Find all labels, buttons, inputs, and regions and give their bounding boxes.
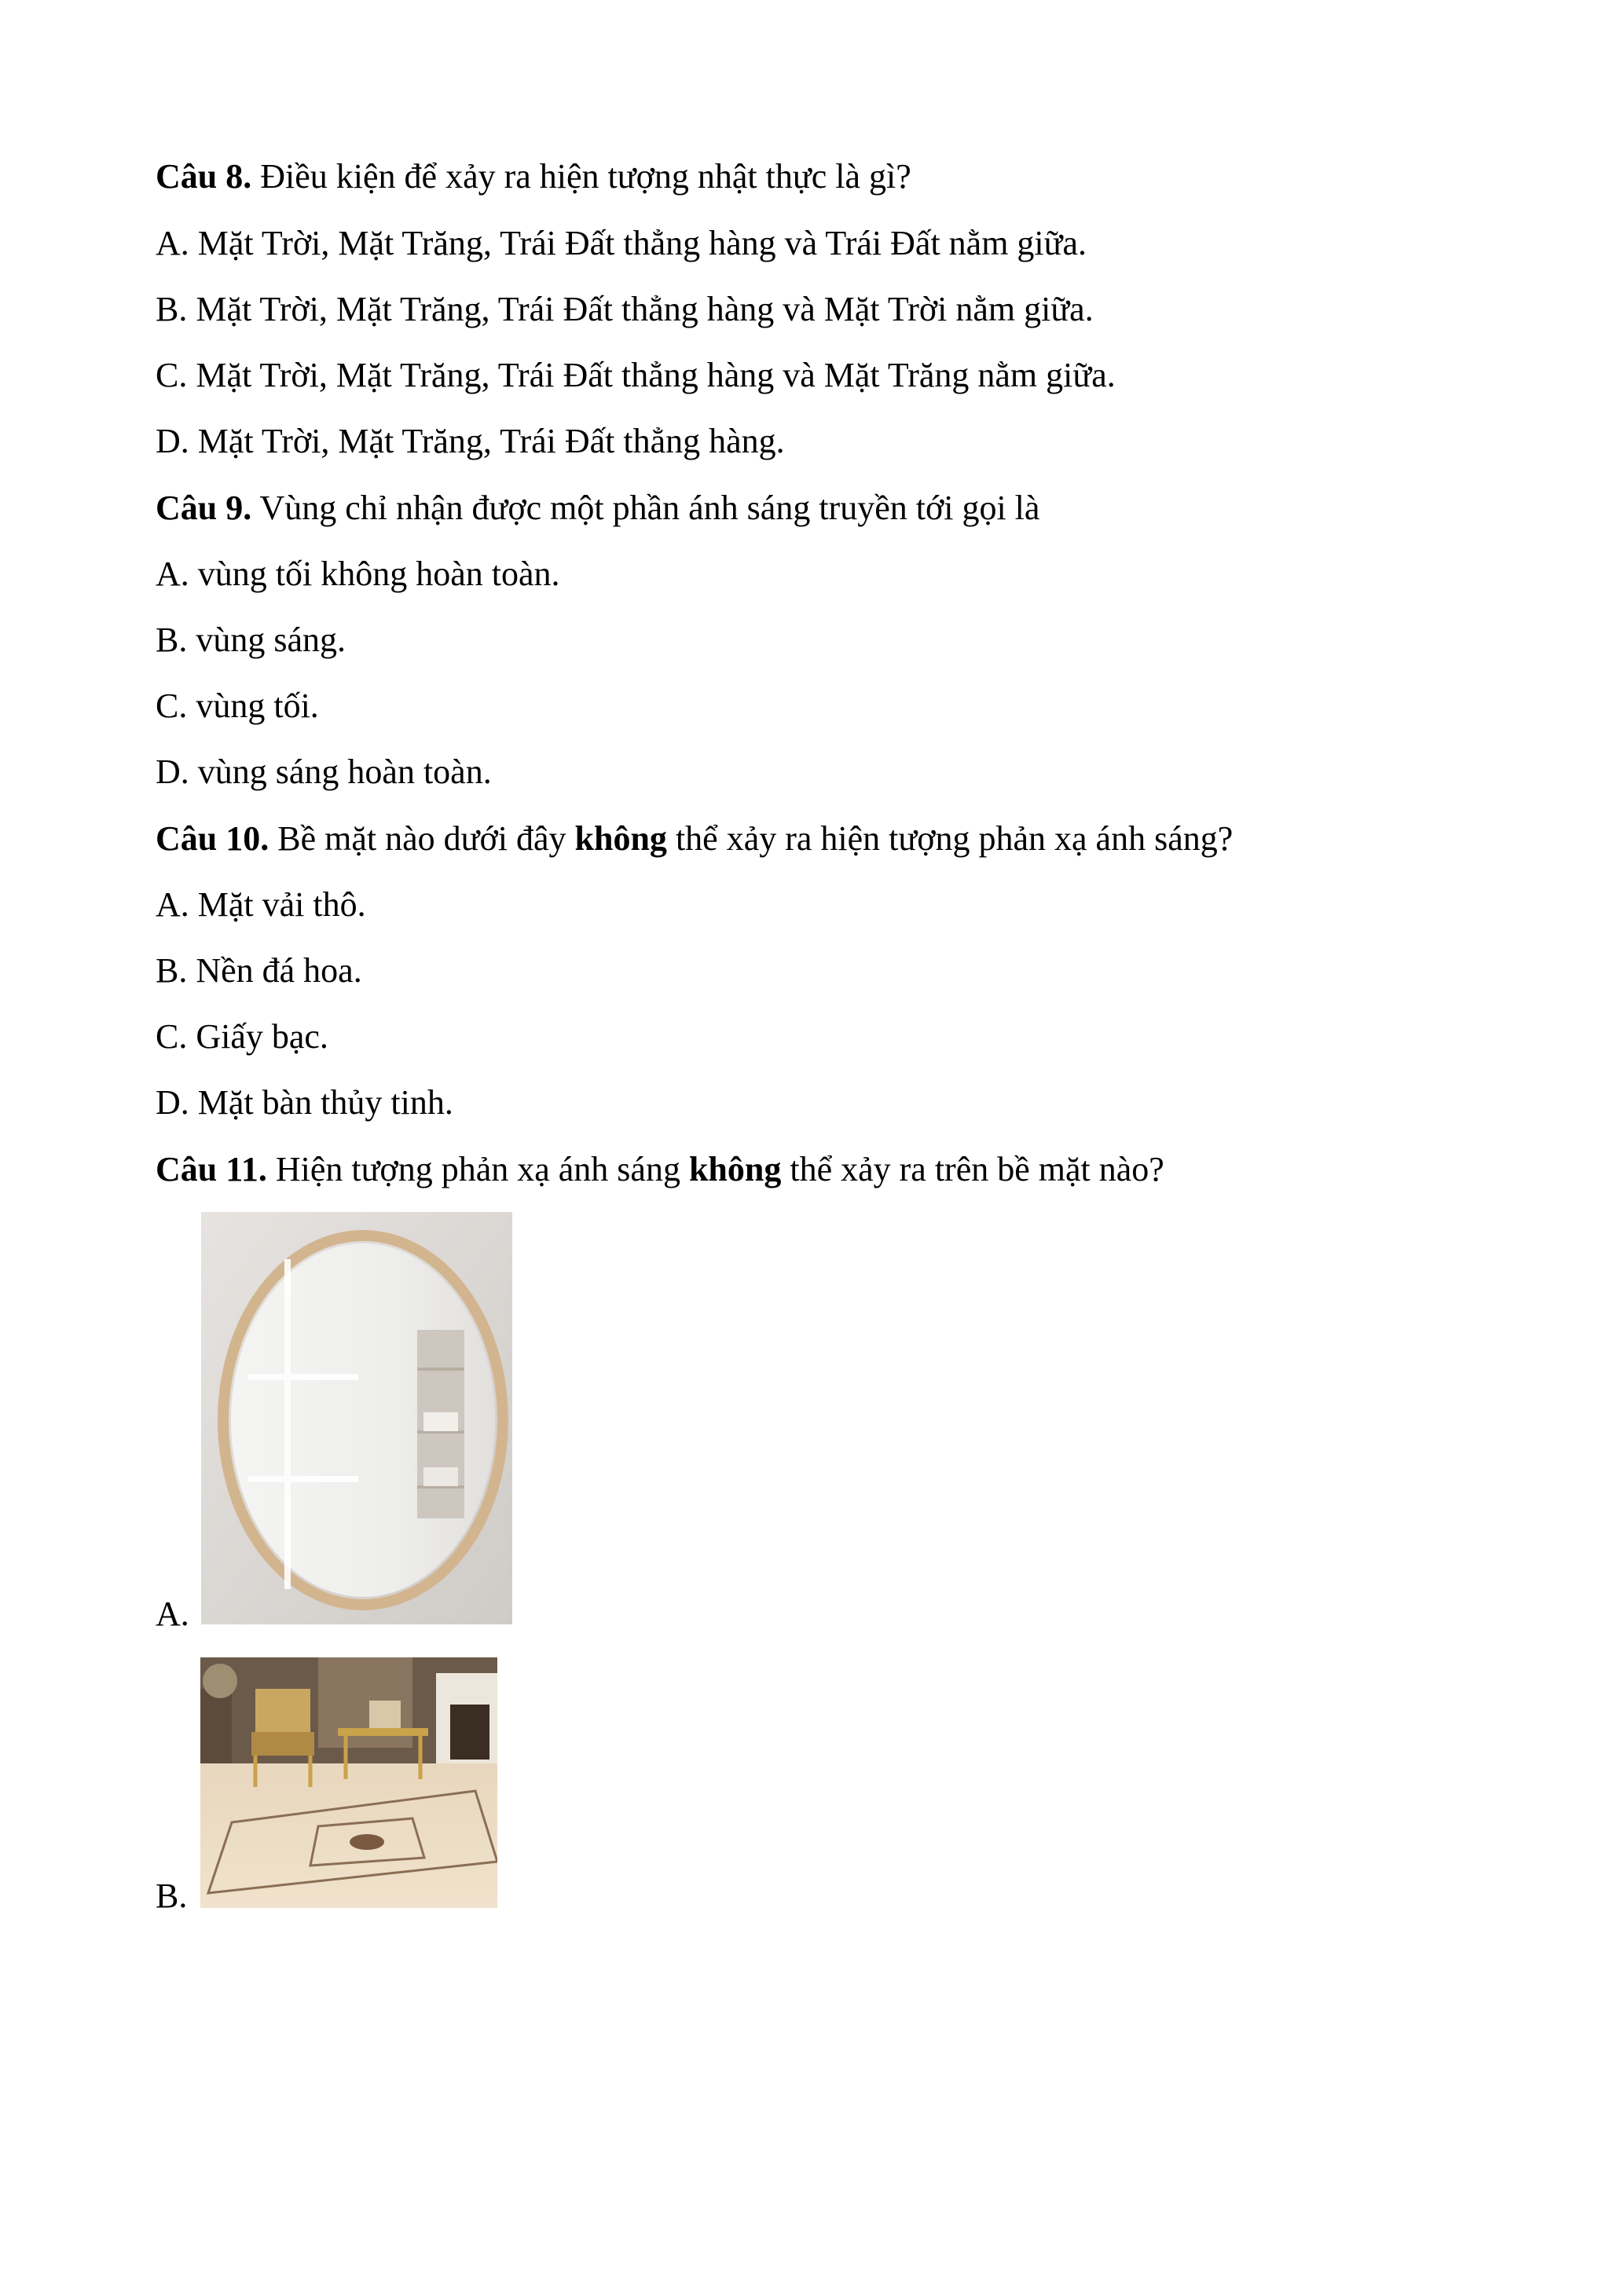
question-number: Câu 8. [156,157,252,196]
question-text-before: Hiện tượng phản xạ ánh sáng [275,1150,680,1188]
option-b: B. Mặt Trời, Mặt Trăng, Trái Đất thẳng hàng và Mặt Trời nằm giữa. [156,290,1094,328]
option-c: C. vùng tối. [156,687,319,725]
question-number: Câu 11. [156,1150,267,1188]
option-c: C. Mặt Trời, Mặt Trăng, Trái Đất thẳng hàng và Mặt Trăng nằm giữa. [156,356,1116,394]
question-emphasis: không [688,1150,782,1188]
marble-floor-illustration [200,1657,497,1908]
option-d: D. Mặt bàn thủy tinh. [156,1083,453,1122]
marble-floor-image [200,1657,497,1908]
question-text-after: thể xảy ra hiện tượng phản xạ ánh sáng? [675,819,1234,858]
option-a: A. Mặt vải thô. [156,885,366,924]
question-text: Điều kiện để xảy ra hiện tượng nhật thực là gì? [260,157,911,196]
option-b-label: B. [156,1877,188,1915]
question-11 [156,1148,1164,1192]
question-number: Câu 10. [156,819,269,858]
option-a-label: A. [156,1595,189,1633]
option-b: B. Nền đá hoa. [156,951,362,990]
mirror-image [201,1212,512,1624]
question-emphasis: không [574,819,667,858]
question-text: Vùng chỉ nhận được một phần ánh sáng truyền tới gọi là [259,489,1040,527]
question-number: Câu 9. [156,489,252,527]
option-b: B. vùng sáng. [156,621,346,659]
question-text-after: thể xảy ra trên bề mặt nào? [790,1150,1164,1188]
option-d: D. vùng sáng hoàn toàn. [156,753,492,791]
option-a: A. vùng tối không hoàn toàn. [156,555,560,593]
option-d: D. Mặt Trời, Mặt Trăng, Trái Đất thẳng hàng. [156,422,785,460]
option-c: C. Giấy bạc. [156,1017,328,1056]
question-8 [156,155,911,199]
question-9 [156,486,1039,530]
question-10 [156,817,1233,861]
option-a: A. Mặt Trời, Mặt Trăng, Trái Đất thẳng hàng và Trái Đất nằm giữa. [156,224,1087,262]
question-text-before: Bề mặt nào dưới đây [277,819,566,858]
mirror-illustration [201,1212,512,1624]
